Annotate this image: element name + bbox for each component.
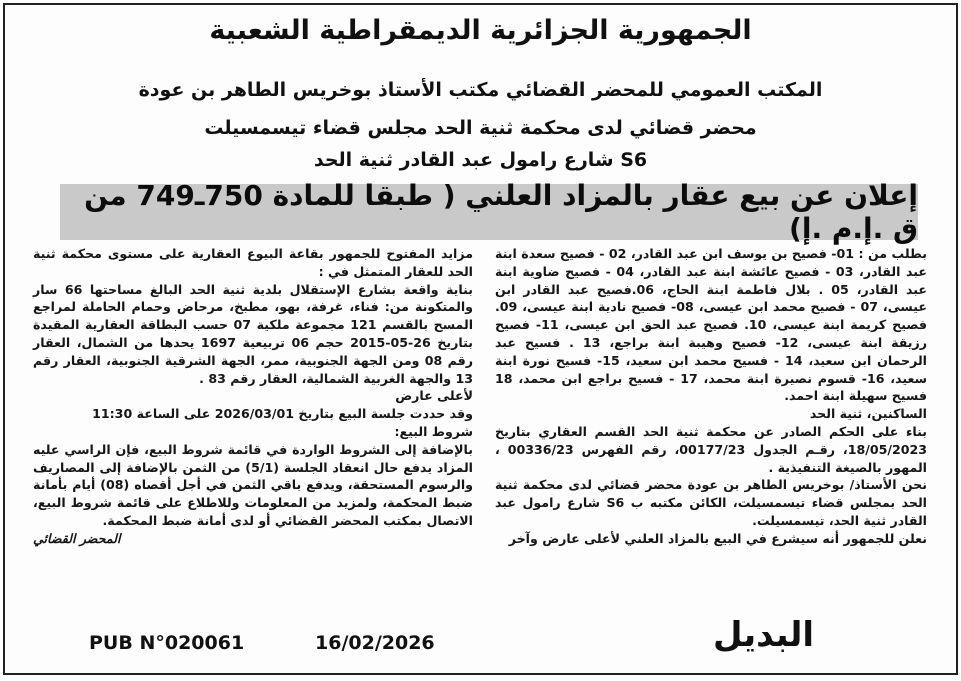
announcement-line: نعلن للجمهور أنه سيشرع في البيع بالمزاد العلني لأعلى عارض وآخر [508, 530, 927, 546]
bailiff-signature: المحضر القضائي [33, 530, 121, 546]
court-heading: محضر قضائي لدى محكمة ثنية الحد مجلس قضاء تيسمسيلت [204, 117, 757, 139]
publication-number: PUB N°020061 [89, 632, 245, 654]
republic-heading: الجمهورية الجزائرية الديمقراطية الشعبية [209, 15, 752, 46]
auction-title-banner [60, 179, 918, 245]
sale-conditions-text: بالإضافة إلى الشروط الواردة في قائمة شروط البيع، فإن الراسي عليه المزاد يدفع حال انعقاد الجلسة (5/1) من الثمن بالإضافة إلى المصاريف والرسوم المستحقة، ويدفع باقي الثمن في أجل أقصاه (08) أيام بأمانة ضبط المحكمة، ولمزيد من المعلومات وللاطلاع على قائمة شروط البيع، الاتصال بمكتب المحضر القضائي أو لدى أمانة ضبط المحكمة. [33, 441, 473, 528]
right-column [495, 245, 927, 548]
judgment-paragraph: بناء على الحكم الصادر عن محكمة ثنية الحد القسم العقاري بتاريخ 18/05/2023، رقـم الجدول 00177/23، رقم الفهرس 00336/23 ، المهور بالصيغة التنفيذية . [495, 423, 927, 475]
auction-title: إعلان عن بيع عقار بالمزاد العلني ( طبقا للمادة 750ـ749 من ق .إ.م .إ) [84, 179, 918, 245]
sale-conditions-heading: شروط البيع: [394, 423, 473, 439]
requesters-paragraph: بطلب من : 01- فصيح بن يوسف ابن عبد القادر، 02 - فصيح سعدة ابنة عبد القادر، 03 - فصيح عائشة ابنة عبد القادر، 04 - فصيح ضاوية ابنة عبد القادر، 05 . بلال فاطمة ابنة الحاج، 06.فصيح عبد القادر ابن عيسى، 07 - فصيح محمد ابن عيسى، 08- فصيح نادية ابنة عيسى، 09. فصيح كريمة ابنة عيسى، 10. فصيح عبد الحق ابن عيسى، 11- فصيح رزيقة ابنة عيسى، 12- فصيح وهيبة ابنة براجع، 13 . فسيح عبد الرحمان ابن سعيد، 14 - فسيح محمد ابن سعيد، 15- فسيح نورة ابنة سعيد، 16- قسوم نصيرة ابنة محمد، 17 - فسيح براجع ابن محمد، 18 فسيح سهيلة ابنة احمد. [495, 246, 928, 404]
session-date-line: وقد حددت جلسة البيع بتاريخ 2026/03/01 على الساعة 11:30 [92, 406, 473, 422]
newspaper-logo: البديل [713, 615, 815, 655]
left-column [33, 245, 473, 548]
highest-bidder-line: لأعلى عارض [395, 388, 473, 404]
legal-notice-page [3, 3, 958, 675]
property-description: بناية واقعة بشارع الإستقلال بلدية ثنية الحد البالغ مساحتها 66 سار والمتكونة من: فناء، غرفة، بهو، مطبخ، مرحاض وحمام الحاملة لمراجع المسح بالقسم 121 مجموعة ملكية 07 حسب البطاقة العقارية المقيدة بتاريخ 26-05-2015 حجم 06 تربيعية 1697 يحدها من الشمال، العقار رقم 08 ومن الجهة الجنوبية، ممر، الجهة الشرقية الجنوبية، العقار رقم 13 والجهة الغربية الشمالية، العقار رقم 83 . [33, 281, 474, 386]
auction-venue-paragraph: مزايد المفتوح للجمهور بقاعة البيوع العقارية على مستوى محكمة ثنية الحد للعقار المتمثل في : [33, 246, 473, 279]
office-heading: المكتب العمومي للمحضر القضائي مكتب الأستاذ بوخريس الطاهر بن عودة [138, 79, 823, 101]
bailiff-paragraph: نحن الأستاذ/ بوخريس الطاهر بن عودة محضر قضائي لدى محكمة ثنية الحد بمجلس قضاء تيسمسيلت، الكائن مكتبه ب S6 شارع رامول عبد القادر ثنية الحد، تيسمسيلت. [495, 477, 927, 528]
address-heading: S6 شارع رامول عبد القادر ثنية الحد [313, 149, 648, 171]
publication-date: 16/02/2026 [315, 632, 435, 654]
residence-line: الساكنين، ثنية الحد [809, 406, 927, 422]
